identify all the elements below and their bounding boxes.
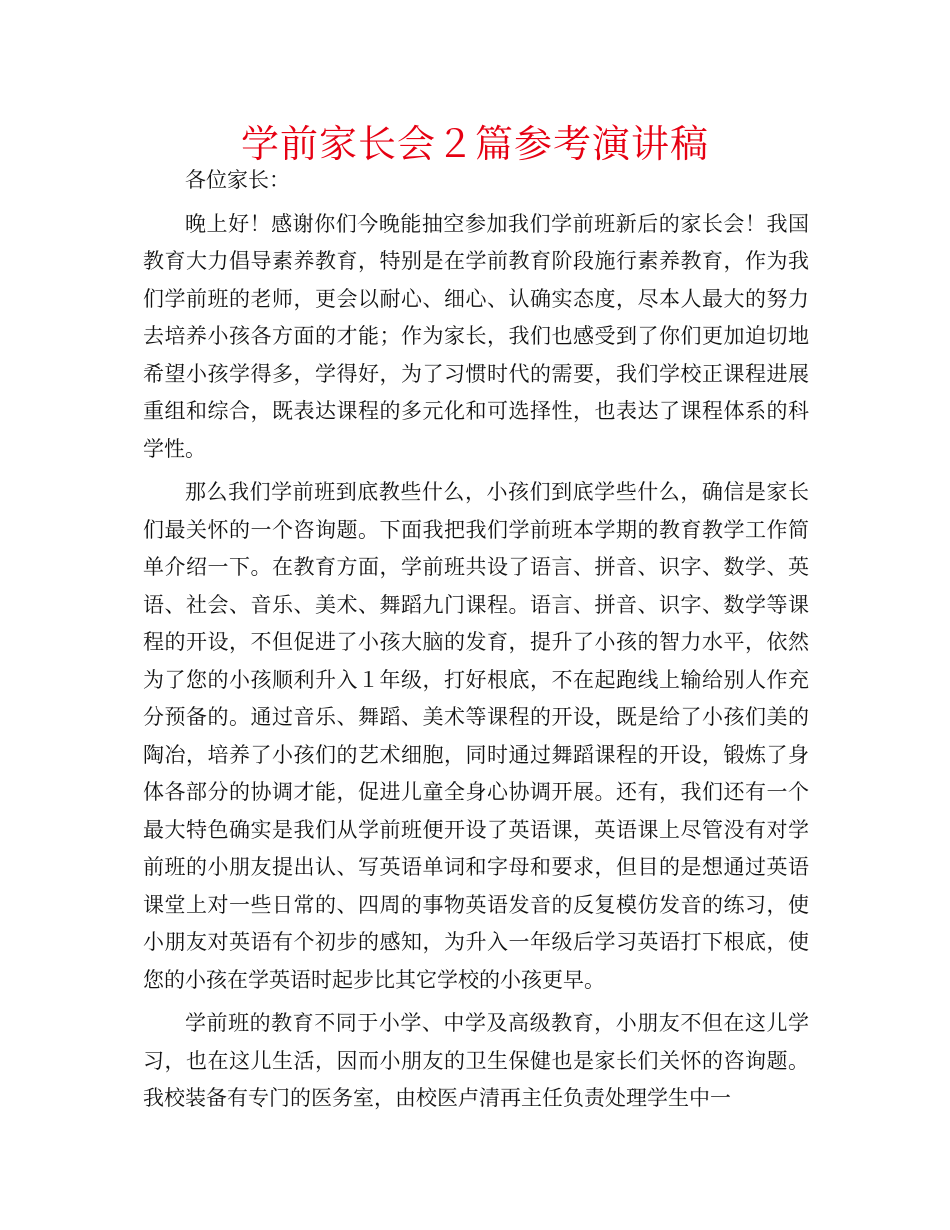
salutation: 各位家长：	[185, 168, 290, 192]
document-body	[143, 162, 809, 1118]
paragraph-1: 晚上好！感谢你们今晚能抽空参加我们学前班新后的家长会！我国教育大力倡导素养教育，特别是在学前教育阶段施行素养教育，作为我们学前班的老师，更会以耐心、细心、认确实态度，尽本人最大的努力去培养小孩各方面的才能；作为家长，我们也感受到了你们更加迫切地希望小孩学得多，学得好，为了习惯时代的需要，我们学校正课程进展重组和综合，既表达课程的多元化和可选择性，也表达了课程体系的科学性。	[143, 211, 809, 461]
document-title: 学前家长会２篇参考演讲稿	[240, 122, 709, 166]
paragraph-2: 那么我们学前班到底教些什么，小孩们到底学些什么，确信是家长们最关怀的一个咨询题。下面我把我们学前班本学期的教育教学工作简单介绍一下。在教育方面，学前班共设了语言、拼音、识字、数学、英语、社会、音乐、美术、舞蹈九门课程。语言、拼音、识字、数学等课程的开设，不但促进了小孩大脑的发育，提升了小孩的智力水平，依然为了您的小孩顺利升入１年级，打好根底，不在起跑线上输给别人作充分预备的。通过音乐、舞蹈、美术等课程的开设，既是给了小孩们美的陶冶，培养了小孩们的艺术细胞，同时通过舞蹈课程的开设，锻炼了身体各部分的协调才能，促进儿童全身心协调开展。还有，我们还有一个最大特色确实是我们从学前班便开设了英语课，英语课上尽管没有对学前班的小朋友提出认、写英语单词和字母和要求，但目的是想通过英语课堂上对一些日常的、四周的事物英语发音的反复模仿发音的练习，使小朋友对英语有个初步的感知，为升入一年级后学习英语打下根底，使您的小孩在学英语时起步比其它学校的小孩更早。	[143, 480, 809, 992]
paragraph-3: 学前班的教育不同于小学、中学及高级教育，小朋友不但在这儿学习，也在这儿生活，因而小朋友的卫生保健也是家长们关怀的咨询题。我校装备有专门的医务室，由校医卢清再主任负责处理学生中一	[143, 1011, 809, 1110]
